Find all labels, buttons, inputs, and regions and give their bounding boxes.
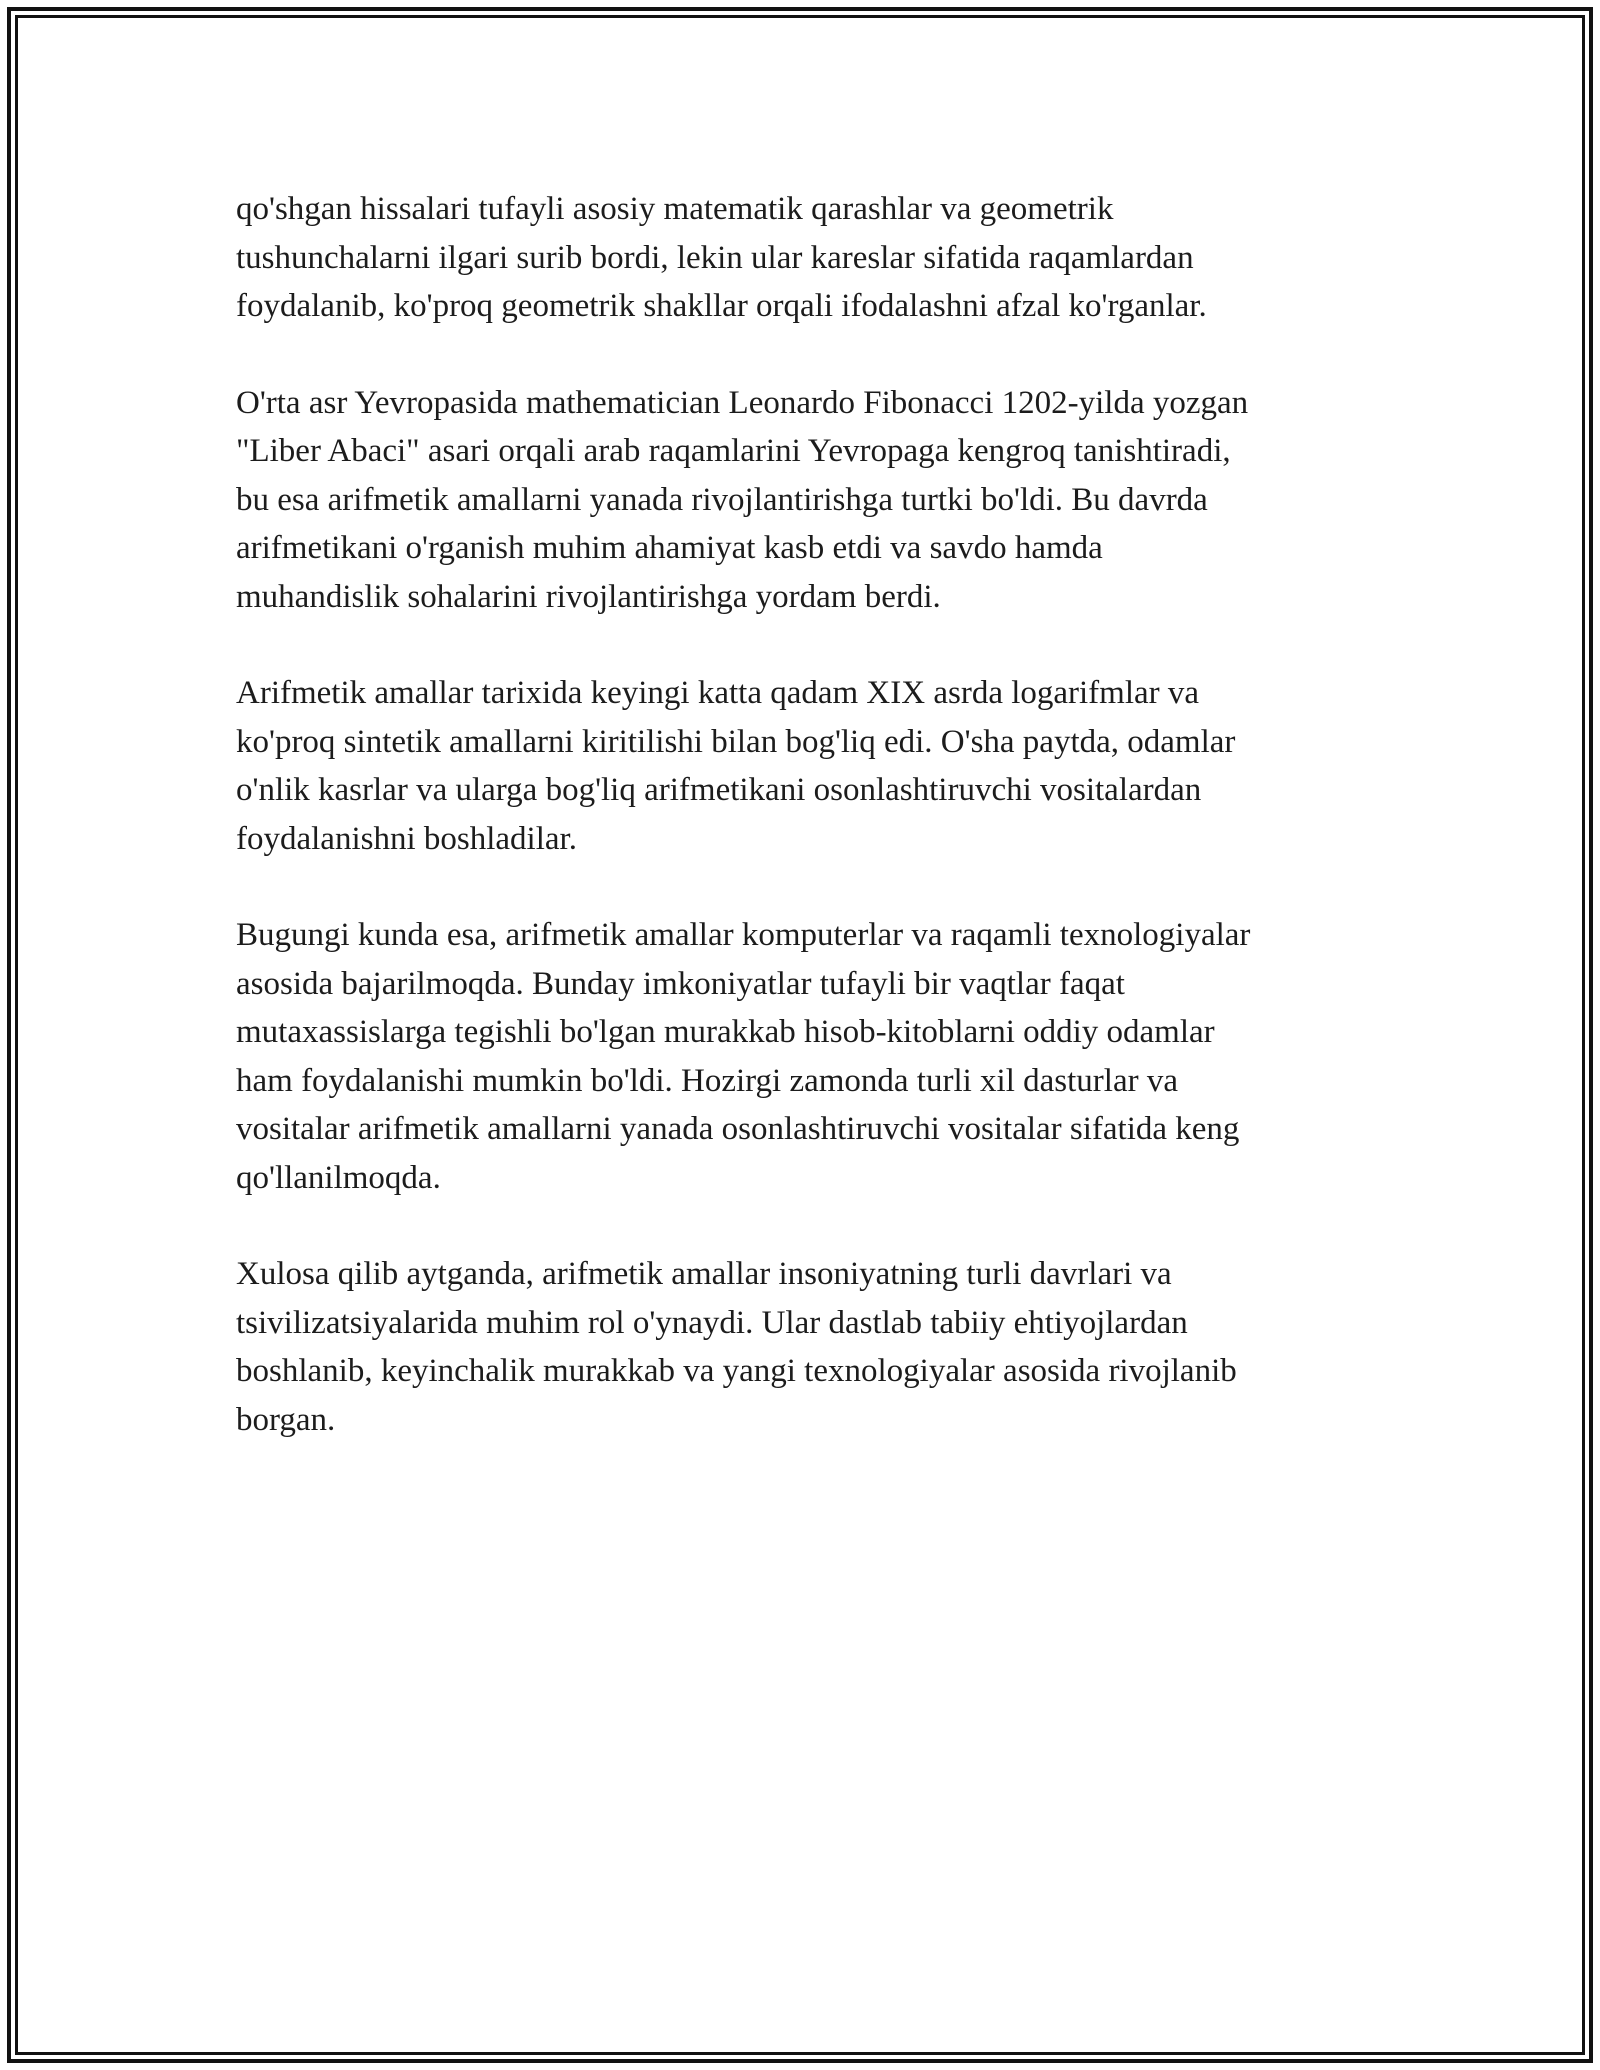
document-body bbox=[236, 185, 1366, 1492]
paragraph-line: O'rta asr Yevropasida mathematician Leonardo Fibonacci 1202-yilda yozgan bbox=[236, 384, 1249, 421]
paragraph-line: borgan. bbox=[236, 1401, 336, 1438]
paragraph-4 bbox=[236, 911, 1366, 1202]
paragraph-line: qo'llanilmoqda. bbox=[236, 1159, 441, 1196]
paragraph-line: ham foydalanishi mumkin bo'ldi. Hozirgi zamonda turli xil dasturlar va bbox=[236, 1062, 1178, 1099]
paragraph-line: foydalanib, ko'proq geometrik shakllar orqali ifodalashni afzal ko'rganlar. bbox=[236, 288, 1207, 324]
paragraph-line: mutaxassislarga tegishli bo'lgan murakkab hisob-kitoblarni oddiy odamlar bbox=[236, 1014, 1215, 1050]
paragraph-line: arifmetikani o'rganish muhim ahamiyat kasb etdi va savdo hamda bbox=[236, 530, 1103, 566]
paragraph-line: "Liber Abaci" asari orqali arab raqamlarini Yevropaga kengroq tanishtiradi, bbox=[236, 433, 1231, 469]
paragraph-line: tsivilizatsiyalarida muhim rol o'ynaydi. Ular dastlab tabiiy ehtiyojlardan bbox=[236, 1304, 1188, 1341]
paragraph-line: asosida bajarilmoqda. Bunday imkoniyatlar tufayli bir vaqtlar faqat bbox=[236, 965, 1125, 1002]
paragraph-line: muhandislik sohalarini rivojlantirishga yordam berdi. bbox=[236, 578, 941, 615]
paragraph-line: qo'shgan hissalari tufayli asosiy matematik qarashlar va geometrik bbox=[236, 191, 1114, 227]
paragraph-line: ko'proq sintetik amallarni kiritilishi bilan bog'liq edi. O'sha paytda, odamlar bbox=[236, 723, 1236, 760]
paragraph-line: tushunchalarni ilgari surib bordi, lekin ular kareslar sifatida raqamlardan bbox=[236, 239, 1194, 276]
paragraph-line: Bugungi kunda esa, arifmetik amallar komputerlar va raqamli texnologiyalar bbox=[236, 917, 1251, 953]
paragraph-1 bbox=[236, 185, 1366, 331]
paragraph-line: bu esa arifmetik amallarni yanada rivojlantirishga turtki bo'ldi. Bu davrda bbox=[236, 481, 1208, 518]
paragraph-5 bbox=[236, 1250, 1366, 1444]
paragraph-line: boshlanib, keyinchalik murakkab va yangi texnologiyalar asosida rivojlanib bbox=[236, 1353, 1237, 1389]
paragraph-line: Xulosa qilib aytganda, arifmetik amallar insoniyatning turli davrlari va bbox=[236, 1256, 1172, 1292]
paragraph-line: Arifmetik amallar tarixida keyingi katta qadam XIX asrda logarifmlar va bbox=[236, 675, 1200, 711]
paragraph-line: o'nlik kasrlar va ularga bog'liq arifmetikani osonlashtiruvchi vositalardan bbox=[236, 772, 1202, 808]
paragraph-3 bbox=[236, 669, 1366, 863]
paragraph-2 bbox=[236, 379, 1366, 622]
paragraph-line: vositalar arifmetik amallarni yanada osonlashtiruvchi vositalar sifatida keng bbox=[236, 1111, 1240, 1147]
paragraph-line: foydalanishni boshladilar. bbox=[236, 820, 577, 857]
